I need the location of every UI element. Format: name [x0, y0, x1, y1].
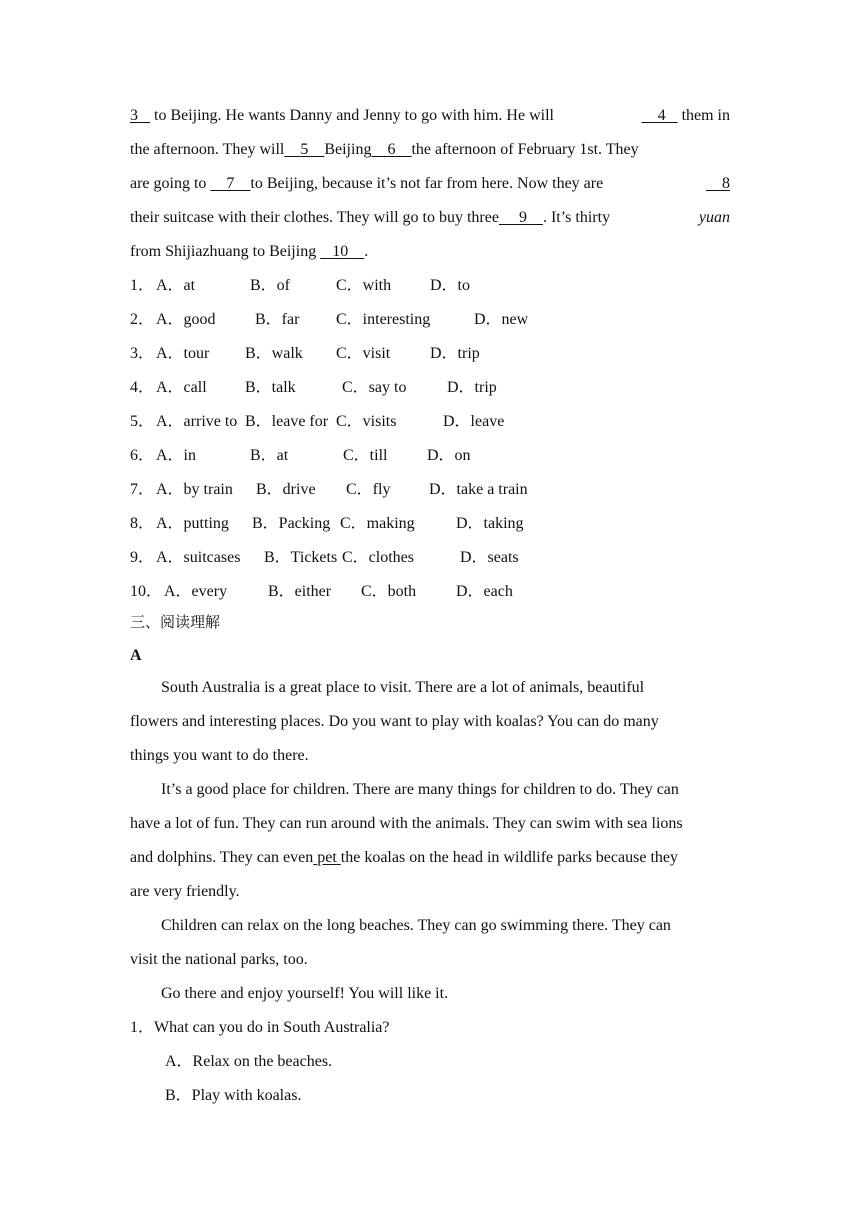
option-d: D．to	[430, 277, 471, 294]
passage-line: things you want to do there.	[130, 747, 309, 764]
blank-4: 4	[657, 107, 666, 124]
option-a: A．tour	[156, 345, 210, 362]
option-d: D．on	[427, 447, 471, 464]
passage-text: South Australia is a great place to visit. There are a lot of animals, beautiful	[161, 679, 645, 696]
reading-option-b: B．Play with koalas.	[165, 1087, 302, 1104]
option-b: B．at	[250, 447, 289, 464]
passage-text: and dolphins. They can even	[130, 849, 314, 866]
cloze-text: from Shijiazhuang to Beijing	[130, 243, 317, 260]
cloze-text: Beijing	[324, 141, 372, 158]
cloze-line-3	[130, 174, 730, 194]
question-number: 10．	[130, 583, 163, 600]
option-c: C．say to	[342, 379, 407, 396]
passage-line	[161, 678, 730, 698]
question-number: 6．	[130, 447, 155, 464]
passage-line: are very friendly.	[130, 883, 240, 900]
option-c: C．visits	[336, 413, 397, 430]
option-b: B．talk	[245, 379, 296, 396]
option-c: C．fly	[346, 481, 391, 498]
question-number: 1．	[130, 277, 155, 294]
blank-8: 8	[722, 175, 730, 192]
option-b: B．drive	[256, 481, 316, 498]
option-a: A．call	[156, 379, 207, 396]
cloze-text: .	[364, 243, 369, 260]
passage-label: A	[130, 647, 142, 664]
blank-7: 7	[226, 175, 235, 192]
option-a: A．at	[156, 277, 196, 294]
question-number: 7．	[130, 481, 155, 498]
question-number: 8．	[130, 515, 155, 532]
question-number: 5．	[130, 413, 155, 430]
cloze-text: to Beijing, because it’s not far from here. Now they are	[250, 175, 604, 192]
option-a: A．arrive to	[156, 413, 238, 430]
passage-text: the koalas on the head in wildlife parks because they	[340, 849, 678, 866]
option-c: C．with	[336, 277, 392, 294]
option-d: D．trip	[430, 345, 480, 362]
blank-6: 6	[387, 141, 396, 158]
option-b: B．Packing	[252, 515, 331, 532]
option-a: A．in	[156, 447, 197, 464]
cloze-text: . It’s thirty	[542, 209, 611, 226]
option-b: B．far	[255, 311, 300, 328]
cloze-line-2	[130, 140, 639, 160]
passage-line: have a lot of fun. They can run around with the animals. They can swim with sea lions	[130, 815, 683, 832]
reading-question-stem: 1．What can you do in South Australia?	[130, 1019, 390, 1036]
blank-3: 3	[130, 107, 138, 124]
reading-option-a: A．Relax on the beaches.	[165, 1053, 333, 1070]
cloze-text: them in	[681, 107, 730, 124]
option-b: B．of	[250, 277, 291, 294]
blank-9: 9	[518, 209, 527, 226]
option-c: C．both	[361, 583, 417, 600]
option-c: C．making	[340, 515, 415, 532]
option-d: D．new	[474, 311, 529, 328]
passage-line	[130, 848, 678, 868]
question-number: 9．	[130, 549, 155, 566]
cloze-text: to Beijing. He wants Danny and Jenny to go with him. He will	[154, 107, 554, 124]
option-d: D．seats	[460, 549, 519, 566]
blank-5: 5	[300, 141, 309, 158]
option-a: A．good	[156, 311, 216, 328]
section-title: 三、阅读理解	[130, 613, 221, 631]
question-number: 2．	[130, 311, 155, 328]
passage-line: visit the national parks, too.	[130, 951, 308, 968]
cloze-text: are going to	[130, 175, 207, 192]
option-a: A．suitcases	[156, 549, 241, 566]
option-b: B．either	[268, 583, 332, 600]
option-c: C．till	[343, 447, 388, 464]
cloze-line-5	[130, 242, 368, 262]
cloze-text: their suitcase with their clothes. They will go to buy three	[130, 209, 499, 226]
option-a: A．by train	[156, 481, 233, 498]
option-c: C．interesting	[336, 311, 431, 328]
cloze-text: the afternoon of February 1st. They	[411, 141, 639, 158]
cloze-line-4	[130, 208, 730, 228]
option-d: D．trip	[447, 379, 497, 396]
option-c: C．clothes	[342, 549, 414, 566]
cloze-text: yuan	[698, 209, 730, 226]
option-d: D．leave	[443, 413, 505, 430]
option-d: D．each	[456, 583, 513, 600]
cloze-line-1	[130, 106, 730, 126]
option-b: B．leave for	[245, 413, 329, 430]
option-d: D．take a train	[429, 481, 528, 498]
option-b: B．walk	[245, 345, 303, 362]
option-c: C．visit	[336, 345, 391, 362]
cloze-text: the afternoon. They will	[130, 141, 285, 158]
blank-10: 10	[332, 243, 349, 260]
passage-line: It’s a good place for children. There are many things for children to do. They can	[161, 781, 679, 798]
underlined-word: pet	[317, 849, 337, 866]
question-number: 4．	[130, 379, 155, 396]
option-a: A．putting	[156, 515, 229, 532]
question-number: 3．	[130, 345, 155, 362]
option-d: D．taking	[456, 515, 524, 532]
option-a: A．every	[164, 583, 228, 600]
passage-line: flowers and interesting places. Do you want to play with koalas? You can do many	[130, 713, 659, 730]
option-b: B．Tickets	[264, 549, 338, 566]
passage-line: Children can relax on the long beaches. They can go swimming there. They can	[161, 917, 671, 934]
passage-line: Go there and enjoy yourself! You will like it.	[161, 985, 449, 1002]
